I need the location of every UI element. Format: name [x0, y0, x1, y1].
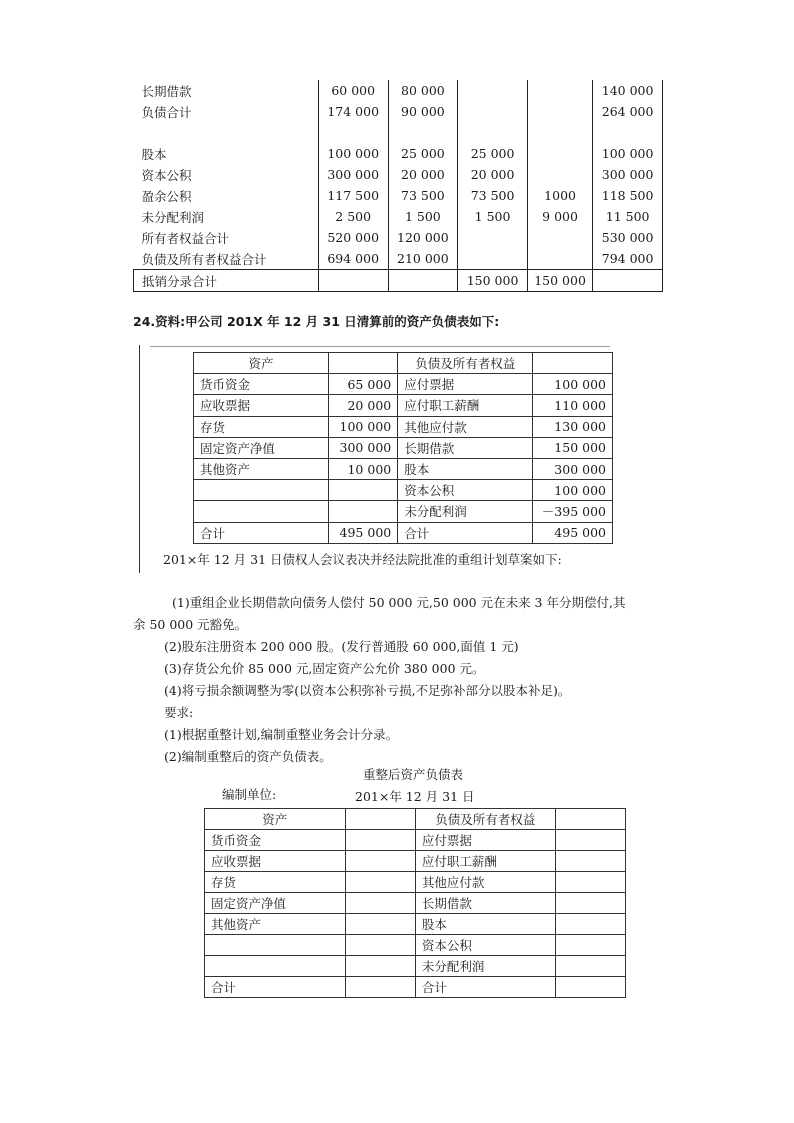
scan-top-line	[150, 346, 610, 347]
value-cell	[458, 122, 528, 143]
table-row	[194, 522, 613, 543]
value-cell: 140 000	[593, 80, 663, 101]
value-cell: 117 500	[318, 185, 388, 206]
value-cell: 150 000	[458, 270, 528, 292]
table-row	[205, 872, 626, 893]
liability-label: 应付票据	[398, 374, 533, 395]
asset-value	[329, 501, 398, 522]
blank-cell	[533, 353, 613, 374]
value-cell	[318, 122, 388, 143]
liabilities-header: 负债及所有者权益	[398, 353, 533, 374]
liability-label: 未分配利润	[398, 501, 533, 522]
requirement-2: (2)编制重整后的资产负债表。	[164, 749, 332, 764]
table-row	[194, 416, 613, 437]
value-cell	[318, 270, 388, 292]
value-cell	[388, 270, 458, 292]
plan-intro: 201×年 12 月 31 日债权人会议表决并经法院批准的重组计划草案如下:	[163, 552, 562, 567]
assets-header: 资产	[194, 353, 329, 374]
liability-value-blank	[555, 872, 625, 893]
question-24-heading: 24.资料:甲公司 201X 年 12 月 31 日清算前的资产负债表如下:	[133, 314, 500, 329]
asset-label: 其他资产	[194, 458, 329, 479]
value-cell: 210 000	[388, 248, 458, 270]
asset-label: 其他资产	[205, 914, 346, 935]
table-row	[134, 122, 663, 143]
table-row	[134, 80, 663, 101]
value-cell: 1 500	[458, 206, 528, 227]
asset-label: 合计	[194, 522, 329, 543]
liability-label: 其他应付款	[398, 416, 533, 437]
value-cell	[458, 248, 528, 270]
liability-label: 资本公积	[415, 935, 555, 956]
liability-value-blank	[555, 851, 625, 872]
value-cell: 9 000	[527, 206, 592, 227]
value-cell: 60 000	[318, 80, 388, 101]
liability-label: 应付职工薪酬	[415, 851, 555, 872]
value-cell: 120 000	[388, 227, 458, 248]
liability-value-blank	[555, 977, 625, 998]
value-cell	[388, 122, 458, 143]
asset-value: 300 000	[329, 437, 398, 458]
asset-value-blank	[345, 830, 415, 851]
asset-label: 存货	[205, 872, 346, 893]
row-label	[134, 122, 319, 143]
value-cell: 73 500	[458, 185, 528, 206]
asset-value: 65 000	[329, 374, 398, 395]
asset-label: 固定资产净值	[205, 893, 346, 914]
value-cell: 694 000	[318, 248, 388, 270]
plan-item-2: (2)股东注册资本 200 000 股。(发行普通股 60 000,面值 1 元)	[164, 639, 519, 654]
value-cell: 118 500	[593, 185, 663, 206]
table-row	[205, 956, 626, 977]
table-row	[194, 395, 613, 416]
asset-value-blank	[345, 956, 415, 977]
table-row	[134, 143, 663, 164]
liability-label: 未分配利润	[415, 956, 555, 977]
table-row	[134, 185, 663, 206]
asset-value-blank	[345, 893, 415, 914]
table-row	[194, 501, 613, 522]
requirements-label: 要求:	[164, 705, 194, 720]
value-cell	[458, 101, 528, 122]
asset-label	[194, 480, 329, 501]
table-row	[134, 227, 663, 248]
value-cell	[527, 143, 592, 164]
assets-header: 资产	[205, 809, 346, 830]
value-cell	[527, 227, 592, 248]
row-label: 盈余公积	[134, 185, 319, 206]
asset-label: 应收票据	[194, 395, 329, 416]
asset-value: 20 000	[329, 395, 398, 416]
asset-value-blank	[345, 872, 415, 893]
liability-label: 长期借款	[415, 893, 555, 914]
liability-value: 100 000	[533, 374, 613, 395]
table-row	[134, 164, 663, 185]
table-row	[134, 248, 663, 270]
row-label: 股本	[134, 143, 319, 164]
liability-label: 应付职工薪酬	[398, 395, 533, 416]
value-cell: 150 000	[527, 270, 592, 292]
blank-cell	[345, 809, 415, 830]
table-row	[205, 935, 626, 956]
scan-margin-line	[139, 345, 140, 573]
liability-value: 100 000	[533, 480, 613, 501]
table-row	[205, 851, 626, 872]
liability-label: 资本公积	[398, 480, 533, 501]
liability-value-blank	[555, 935, 625, 956]
plan-item-4: (4)将亏损余额调整为零(以资本公积弥补亏损,不足弥补部分以股本补足)。	[164, 683, 571, 698]
asset-value-blank	[345, 914, 415, 935]
asset-label: 货币资金	[205, 830, 346, 851]
asset-value: 495 000	[329, 522, 398, 543]
row-label: 所有者权益合计	[134, 227, 319, 248]
asset-value: 10 000	[329, 458, 398, 479]
pre-liquidation-balance-sheet	[193, 352, 613, 544]
value-cell	[527, 122, 592, 143]
liabilities-header: 负债及所有者权益	[415, 809, 555, 830]
liability-label: 股本	[398, 458, 533, 479]
table-row	[205, 830, 626, 851]
asset-label	[205, 956, 346, 977]
blank-cell	[329, 353, 398, 374]
value-cell: 174 000	[318, 101, 388, 122]
liability-value: 110 000	[533, 395, 613, 416]
row-label: 负债及所有者权益合计	[134, 248, 319, 270]
table-row	[134, 206, 663, 227]
value-cell	[458, 80, 528, 101]
value-cell: 100 000	[593, 143, 663, 164]
asset-label: 存货	[194, 416, 329, 437]
row-label: 资本公积	[134, 164, 319, 185]
liability-value: 150 000	[533, 437, 613, 458]
liability-value: －395 000	[533, 501, 613, 522]
value-cell: 1 500	[388, 206, 458, 227]
value-cell: 25 000	[388, 143, 458, 164]
value-cell	[527, 101, 592, 122]
plan-item-3: (3)存货公允价 85 000 元,固定资产公允价 380 000 元。	[164, 661, 485, 676]
total-row	[134, 270, 663, 292]
value-cell: 90 000	[388, 101, 458, 122]
header-row	[205, 809, 626, 830]
asset-label: 货币资金	[194, 374, 329, 395]
value-cell: 20 000	[458, 164, 528, 185]
table-row	[194, 480, 613, 501]
liability-value: 300 000	[533, 458, 613, 479]
liability-label: 其他应付款	[415, 872, 555, 893]
post-reorganization-balance-sheet	[204, 808, 626, 998]
plan-item-1-line2: 余 50 000 元豁免。	[133, 617, 248, 632]
row-label: 长期借款	[134, 80, 319, 101]
table-row	[194, 437, 613, 458]
value-cell: 2 500	[318, 206, 388, 227]
value-cell	[593, 270, 663, 292]
asset-label: 应收票据	[205, 851, 346, 872]
value-cell: 73 500	[388, 185, 458, 206]
liability-value: 130 000	[533, 416, 613, 437]
asset-value: 100 000	[329, 416, 398, 437]
liability-value-blank	[555, 914, 625, 935]
value-cell: 20 000	[388, 164, 458, 185]
table-row	[134, 101, 663, 122]
value-cell: 100 000	[318, 143, 388, 164]
table-row	[194, 374, 613, 395]
plan-item-1-line1: (1)重组企业长期借款向债务人偿付 50 000 元,50 000 元在未来 3 年分期偿付,其	[172, 595, 626, 610]
asset-label: 合计	[205, 977, 346, 998]
value-cell: 80 000	[388, 80, 458, 101]
value-cell: 300 000	[593, 164, 663, 185]
value-cell	[527, 164, 592, 185]
liability-value-blank	[555, 893, 625, 914]
row-label: 负债合计	[134, 101, 319, 122]
asset-label	[205, 935, 346, 956]
liability-label: 合计	[415, 977, 555, 998]
consolidation-table	[133, 80, 663, 292]
value-cell: 1000	[527, 185, 592, 206]
value-cell: 794 000	[593, 248, 663, 270]
value-cell	[527, 80, 592, 101]
table-row	[194, 458, 613, 479]
asset-value	[329, 480, 398, 501]
table3-title: 重整后资产负债表	[363, 767, 464, 782]
table-row	[205, 893, 626, 914]
value-cell	[527, 248, 592, 270]
unit-label: 编制单位:	[222, 787, 277, 802]
table-row	[205, 977, 626, 998]
value-cell: 520 000	[318, 227, 388, 248]
liability-label: 股本	[415, 914, 555, 935]
asset-label	[194, 501, 329, 522]
liability-label: 应付票据	[415, 830, 555, 851]
date-label: 201×年 12 月 31 日	[355, 789, 475, 804]
liability-value-blank	[555, 830, 625, 851]
asset-label: 固定资产净值	[194, 437, 329, 458]
row-label: 未分配利润	[134, 206, 319, 227]
value-cell	[458, 227, 528, 248]
asset-value-blank	[345, 851, 415, 872]
table-row	[205, 914, 626, 935]
liability-label: 长期借款	[398, 437, 533, 458]
requirement-1: (1)根据重整计划,编制重整业务会计分录。	[164, 727, 399, 742]
value-cell	[593, 122, 663, 143]
value-cell: 264 000	[593, 101, 663, 122]
value-cell: 25 000	[458, 143, 528, 164]
asset-value-blank	[345, 935, 415, 956]
value-cell: 530 000	[593, 227, 663, 248]
total-label: 抵销分录合计	[134, 270, 319, 292]
liability-value: 495 000	[533, 522, 613, 543]
blank-cell	[555, 809, 625, 830]
value-cell: 300 000	[318, 164, 388, 185]
asset-value-blank	[345, 977, 415, 998]
value-cell: 11 500	[593, 206, 663, 227]
liability-value-blank	[555, 956, 625, 977]
header-row	[194, 353, 613, 374]
liability-label: 合计	[398, 522, 533, 543]
